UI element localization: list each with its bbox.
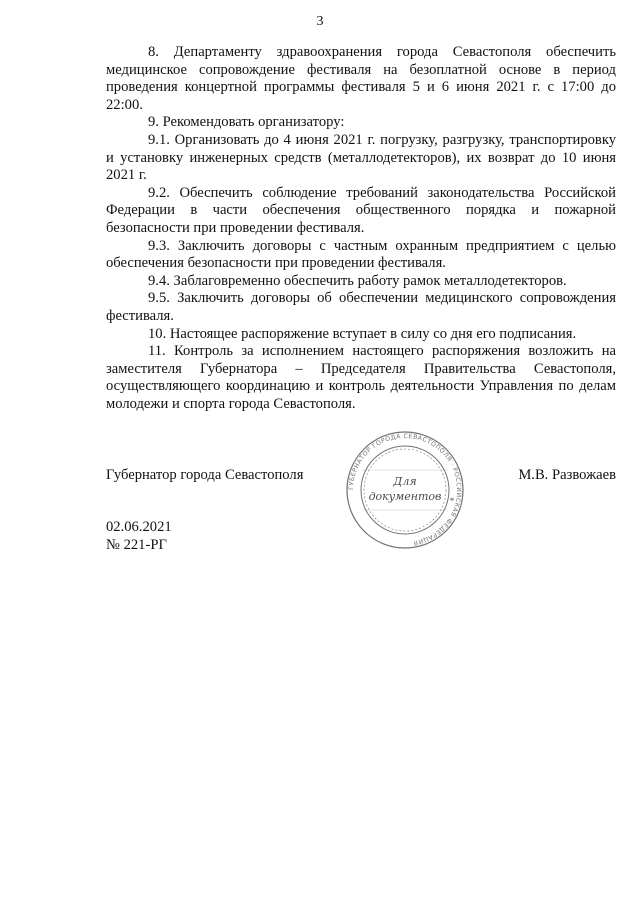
paragraph-9-2: 9.2. Обеспечить соблюдение требований законодательства Российской Федерации в части обеспечения общественного порядка и пожарной безопасности при проведении фестиваля.	[106, 184, 616, 236]
seal-center-line-2: документов	[368, 490, 442, 503]
paragraph-9-4: 9.4. Заблаговременно обеспечить работу рамок металлодетекторов.	[148, 272, 567, 289]
seal-ring-text: ГУБЕРНАТОР ГОРОДА СЕВАСТОПОЛЯ · РОССИЙСКАЯ ФЕДЕРАЦИЯ	[347, 432, 463, 547]
document-body	[106, 44, 616, 413]
paragraph-9: 9. Рекомендовать организатору:	[148, 114, 345, 131]
paragraph-9-1: 9.1. Организовать до 4 июня 2021 г. погрузку, разгрузку, транспортировку и установку инженерных средств (металлодетекторов), их возврат до 10 июня 2021 г.	[106, 131, 616, 184]
page-number: 3	[316, 14, 324, 29]
paragraph-8: 8. Департаменту здравоохранения города Севастополя обеспечить медицинское сопровождение фестиваля на безоплатной основе в период проведения концертной программы фестиваля 5 и 6 июня 2021 г. с 17:00 до 22:00.	[106, 44, 616, 113]
paragraph-10: 10. Настоящее распоряжение вступает в силу со дня его подписания.	[148, 325, 577, 342]
paragraph-9-5: 9.5. Заключить договоры об обеспечении медицинского сопровождения фестиваля.	[106, 290, 616, 324]
paragraph-11: 11. Контроль за исполнением настоящего распоряжения возложить на заместителя Губернатора – Председателя Правительства Севастополя, осуществляющего координацию и контроль деятельности Управления по делам молодежи и спорта города Севастополя.	[106, 343, 616, 412]
official-seal-stamp	[340, 430, 470, 550]
seal-star-icon: *	[449, 496, 455, 506]
signatory-name: М.В. Развожаев	[518, 467, 616, 483]
document-number: № 221-РГ	[106, 537, 167, 553]
seal-center-line-1: Для	[393, 475, 417, 488]
document-date: 02.06.2021	[106, 519, 172, 535]
paragraph-9-3: 9.3. Заключить договоры с частным охранным предприятием с целью обеспечения безопасности при проведении фестиваля.	[106, 237, 616, 272]
signatory-position: Губернатор города Севастополя	[106, 467, 304, 483]
